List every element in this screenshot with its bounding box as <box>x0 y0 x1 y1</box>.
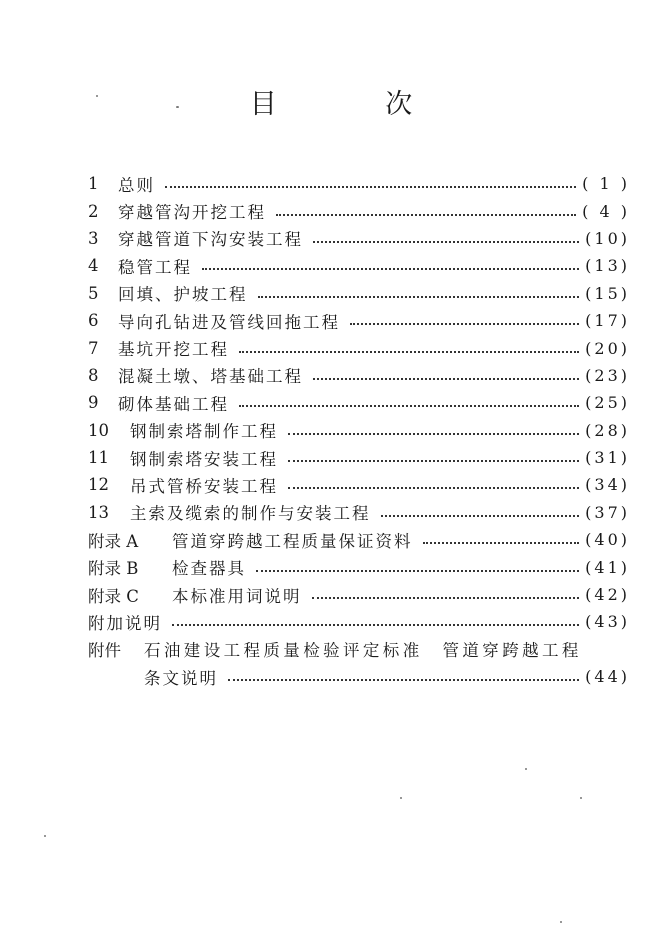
toc-entry-number: 8 <box>88 365 99 385</box>
toc-entry <box>88 581 630 608</box>
toc-entry-page: ( 4 ) <box>582 201 630 221</box>
toc-entry-number: 6 <box>88 311 99 331</box>
scan-speck <box>525 768 527 770</box>
dot-leader <box>313 377 579 380</box>
scan-speck <box>176 106 179 108</box>
dot-leader <box>239 404 579 407</box>
toc-entry-number: 13 <box>88 502 109 522</box>
toc-entry-page: (28) <box>585 420 630 440</box>
dot-leader <box>381 514 580 517</box>
toc-entry-title: 回填、护坡工程 <box>118 285 248 305</box>
toc-entry-title: 钢制索塔安装工程 <box>130 449 278 469</box>
toc-entry-title: 穿越管沟开挖工程 <box>118 203 266 223</box>
toc-entry-number: 1 <box>88 174 99 194</box>
toc-entry-page: (15) <box>585 283 630 303</box>
toc-entry-page: (10) <box>585 228 630 248</box>
toc-entry <box>88 553 630 580</box>
toc-entry-title: 吊式管桥安装工程 <box>130 476 278 496</box>
toc-entry-number: 12 <box>88 475 109 495</box>
toc-entry <box>88 389 630 416</box>
toc-entry-number: 7 <box>88 338 99 358</box>
toc-entry-number: 附录 C <box>88 586 139 606</box>
toc-entry <box>88 499 630 526</box>
toc-entry-title: 检查器具 <box>172 559 246 579</box>
dot-leader <box>288 432 579 435</box>
toc-entry-number: 附录 A <box>88 531 139 551</box>
toc-entry-number: 3 <box>88 228 99 248</box>
toc-entry <box>88 197 630 224</box>
scan-speck <box>580 797 582 799</box>
toc-entry-title: 基坑开挖工程 <box>118 340 229 360</box>
toc-entry <box>88 225 630 252</box>
toc-entry-number: 11 <box>88 448 109 468</box>
toc-entry <box>88 417 630 444</box>
dot-leader <box>288 459 579 462</box>
dot-leader <box>258 295 580 298</box>
toc-entry-title: 稳管工程 <box>118 257 192 277</box>
toc-entry-number: 9 <box>88 393 99 413</box>
scan-speck <box>96 95 98 97</box>
toc-entry-number: 5 <box>88 283 99 303</box>
toc-entry-attachment <box>88 636 630 663</box>
toc-entry-number: 2 <box>88 201 99 221</box>
toc-entry-title: 附加说明 <box>88 613 162 633</box>
toc-entry-page: (43) <box>585 612 630 632</box>
toc-entry <box>88 526 630 553</box>
scan-speck <box>400 797 402 799</box>
toc-entry-additional-note <box>88 608 630 635</box>
toc-entry-title: 导向孔钻进及管线回拖工程 <box>118 312 340 332</box>
toc-entry-title: 本标准用词说明 <box>172 586 302 606</box>
toc-entry-page: (37) <box>585 502 630 522</box>
toc-entry <box>88 170 630 197</box>
toc-entry-title: 砌体基础工程 <box>118 394 229 414</box>
dot-leader <box>288 486 579 489</box>
toc-entry <box>88 307 630 334</box>
dot-leader <box>276 213 576 216</box>
dot-leader <box>313 240 579 243</box>
toc-entry-number: 4 <box>88 256 99 276</box>
toc-entry-title-continued: 条文说明 <box>144 668 218 688</box>
dot-leader <box>256 569 579 572</box>
toc-entry-page: (40) <box>585 530 630 550</box>
scan-speck <box>560 921 562 923</box>
toc-entry-title: 石油建设工程质量检验评定标准 管道穿跨越工程 <box>144 641 582 661</box>
toc-entry-page: ( 1 ) <box>582 174 630 194</box>
toc-entry-page: (13) <box>585 256 630 276</box>
dot-leader <box>312 596 580 599</box>
toc-entry-page: (25) <box>585 393 630 413</box>
toc-entry-title: 主索及缆索的制作与安装工程 <box>130 504 371 524</box>
toc-entry-attachment-continued <box>88 663 630 690</box>
toc-entry-page: (41) <box>585 557 630 577</box>
toc-entry <box>88 334 630 361</box>
toc-entry-page: (34) <box>585 475 630 495</box>
toc-entry-title: 混凝土墩、塔基础工程 <box>118 367 303 387</box>
toc-entry-title: 穿越管道下沟安装工程 <box>118 230 303 250</box>
dot-leader <box>239 350 579 353</box>
dot-leader <box>172 623 579 626</box>
scan-speck <box>44 835 46 837</box>
toc-entry-title: 钢制索塔制作工程 <box>130 422 278 442</box>
toc-entry <box>88 280 630 307</box>
toc-entry-page: (31) <box>585 448 630 468</box>
dot-leader <box>423 541 580 544</box>
toc-entry-title: 总则 <box>118 175 155 195</box>
toc-entry-page: (17) <box>585 311 630 331</box>
toc-entry <box>88 471 630 498</box>
toc-entry-page: (44) <box>585 667 630 687</box>
dot-leader <box>165 185 576 188</box>
toc-entry-page: (23) <box>585 365 630 385</box>
toc-entry <box>88 444 630 471</box>
table-of-contents <box>88 170 630 690</box>
toc-entry-page: (20) <box>585 338 630 358</box>
toc-entry-title: 管道穿跨越工程质量保证资料 <box>172 531 413 551</box>
toc-entry <box>88 252 630 279</box>
toc-entry-page: (42) <box>585 585 630 605</box>
toc-entry <box>88 362 630 389</box>
toc-entry-number: 附件 <box>88 641 121 661</box>
page-title: 目 次 <box>249 89 463 120</box>
toc-entry-number: 10 <box>88 420 109 440</box>
dot-leader <box>202 267 579 270</box>
dot-leader <box>350 322 579 325</box>
dot-leader <box>228 678 579 681</box>
toc-entry-number: 附录 B <box>88 559 139 579</box>
